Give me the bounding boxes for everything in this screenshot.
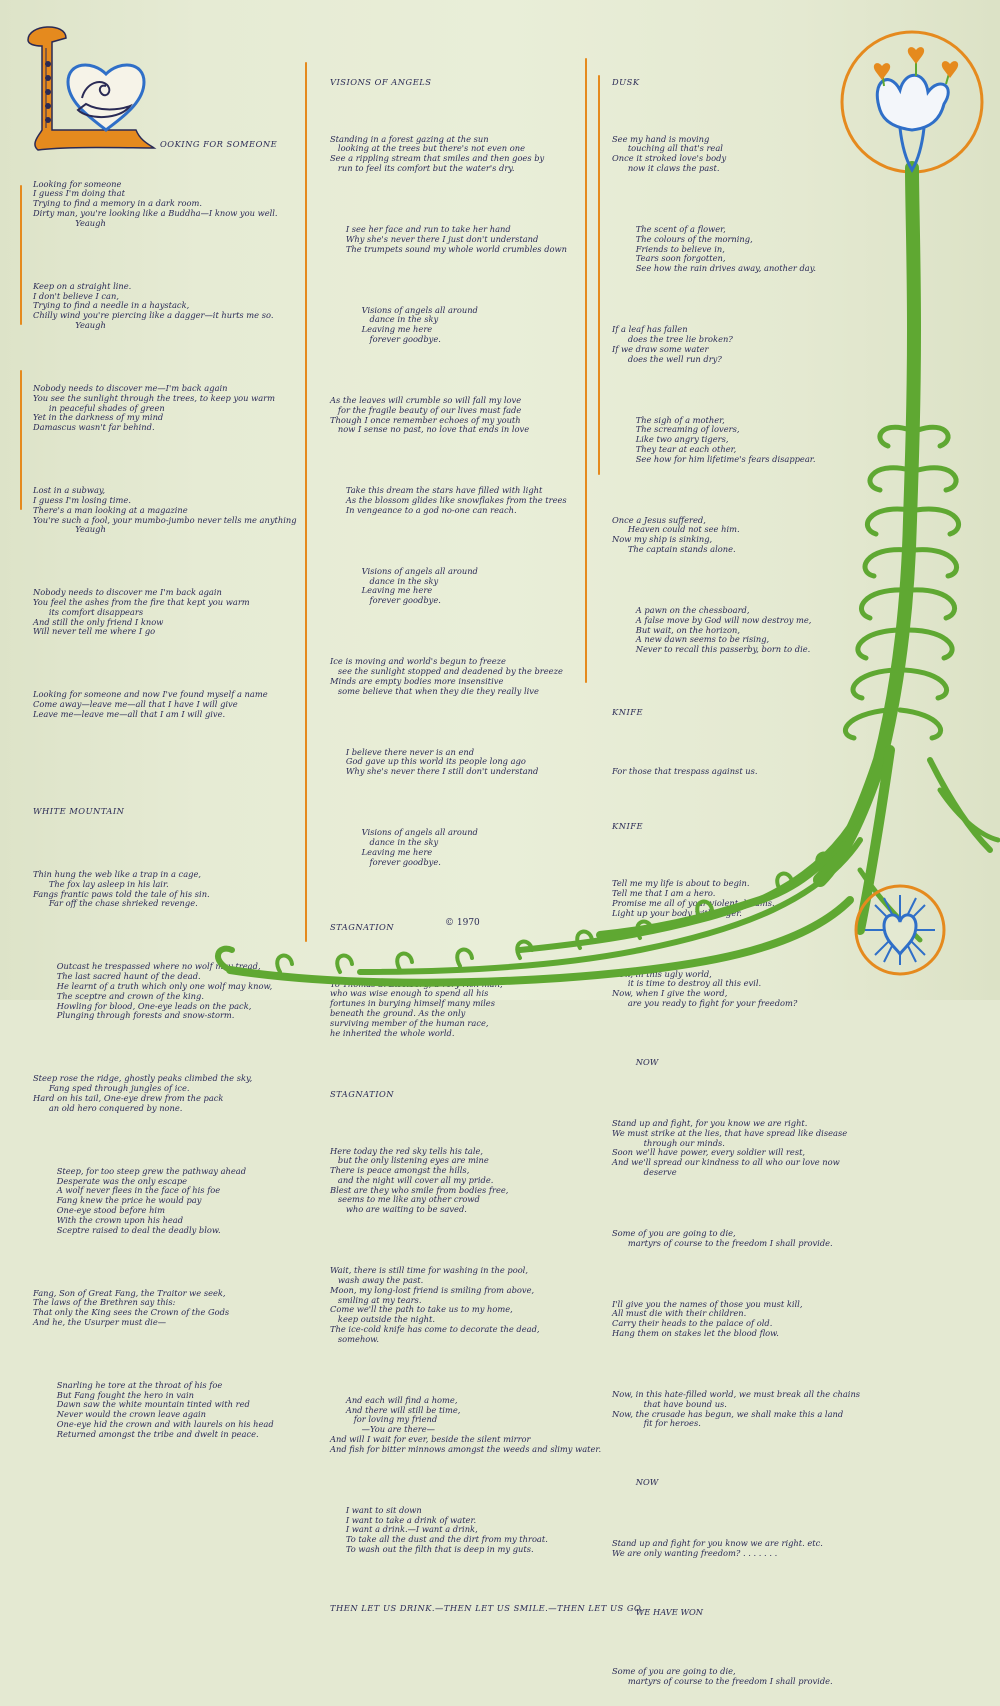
poem4-stanza: I want to sit down I want to take a drink of water. I want a drink.—I want a drink, To take all the dust and the dirt from my throat. To wash out the filth that is deep in my guts.: [345, 1504, 548, 1554]
poem6-stanza: Now, in this ugly world, it is time to destroy all this evil. Now, when I give the word, are you ready to fight for your freedom?: [612, 968, 798, 1008]
poem5-stanza: The sigh of a mother, The screaming of lovers, Like two angry tigers, They tear at each other, See how for him lifetime's fears disappear.: [635, 414, 816, 464]
poem4-title-2: STAGNATION: [330, 1088, 395, 1099]
poem3-stanza: I see her face and run to take her hand Why she's never there I just don't understand The trumpets sound my whole world crumbles down: [345, 223, 567, 254]
poem3-stanza: Visions of angels all around dance in the sky Leaving me here forever goodbye.: [361, 565, 478, 606]
poem5-stanza: Once a Jesus suffered, Heaven could not see him. Now my ship is sinking, The captain stands alone.: [612, 514, 740, 555]
poem3-stanza: As the leaves will crumble so will fall my love for the fragile beauty of our lives must fade Though I once remember echoes of my youth now I sense no past, no love that ends in love: [330, 394, 530, 435]
poem2-stanza: Outcast he trespassed where no wolf may tread, The last sacred haunt of the dead. He learnt of a truth which only one wolf may know, The sceptre and crown of the king. Howling for blood, One-eye leads on the pack, Plunging through forests and snow-storm.: [56, 961, 273, 1021]
poem2-stanza: Snarling he tore at the throat of his foe But Fang fought the hero in vain Dawn saw the white mountain tinted with red Never would the crown leave again One-eye hid the crown and with laurels on his head Returned amongst the tribe and dwelt in peace.: [56, 1379, 274, 1439]
poem3-stanza: Take this dream the stars have filled with light As the blossom glides like snowflakes from the trees In vengeance to a god no-one can reach.: [345, 485, 567, 515]
poem4-stanza: Here today the red sky tells his tale, but the only listening eyes are mine There is peace amongst the hills, and the night will cover all my pride. Blest are they who smile from bodies free, seems to me like any other crowd who are waiting to be saved.: [330, 1145, 509, 1215]
poem1-stanza: Nobody needs to discover me—I'm back again You see the sunlight through the trees, to keep you warm in peaceful shades of green Yet in the darkness of my mind Damascus wasn't far behind.: [33, 382, 276, 433]
poem2-stanza: Thin hung the web like a trap in a cage, The fox lay asleep in his lair. Fangs frantic paws told the tale of his sin. Far off the chase shrieked revenge.: [33, 869, 210, 909]
poem4-title: STAGNATION: [330, 921, 395, 932]
poem2-stanza: Steep rose the ridge, ghostly peaks climbed the sky, Fang sped through jungles of ice. Hard on his tail, One-eye drew from the pack an old hero conquered by none.: [33, 1073, 253, 1113]
poem5-stanza: If a leaf has fallen does the tree lie broken? If we draw some water does the well run dry?: [612, 324, 733, 364]
poem3-title: VISIONS OF ANGELS: [330, 76, 432, 87]
poem6-stanza: Some of you are going to die, martyrs of course to the freedom I shall provide.: [612, 1666, 833, 1686]
poem6-dedication: For those that trespass against us.: [612, 766, 758, 777]
poem6-stanza: WE HAVE WON: [612, 1607, 704, 1618]
poem3-stanza: Standing in a forest gazing at the sun looking at the trees but there's not even one See a rippling stream that smiles and then goes by run to feel its comfort but the water's dry.: [330, 133, 545, 173]
poem1-title: OOKING FOR SOMEONE: [160, 139, 278, 149]
poem2-stanza: Steep, for too steep grew the pathway ahead Desperate was the only escape A wolf never flees in the face of his foe Fang knew the price he would pay One-eye stood before him With the crown upon his head Sceptre raised to deal the deadly blow.: [56, 1165, 247, 1235]
poem4-stanza: Wait, there is still time for washing in the pool, wash away the past. Moon, my long-lost friend is smiling from above, smiling at my tears. Come we'll the path to take us to my home, keep outside the night. The ice-cold knife has come to decorate the dead, somehow.: [330, 1265, 540, 1344]
poem5-stanza: A pawn on the chessboard, A false move by God will now destroy me, But wait, on the horizon, A new dawn seems to be rising, Never to recall this passerby, born to die.: [635, 605, 812, 655]
poem1-stanza: Looking for someone and now I've found myself a name Come away—leave me—all that I have I will give Leave me—leave me—all that I am I will give.: [33, 689, 268, 720]
poem5-stanza: The scent of a flower, The colours of the morning, Friends to believe in, Tears soon forgotten, See how the rain drives away, another day.: [635, 223, 816, 274]
poem4-stanza: And each will find a home, And there will still be time, for loving my friend —You are there— And will I wait for ever, beside the silent mirror And fish for bitter minnows amongst the weeds and slimy water.: [330, 1394, 602, 1454]
poem6-stanza: Stand up and fight for you know we are right. etc. We are only wanting freedom? . . . . . . .: [612, 1538, 823, 1559]
poem4-closing: THEN LET US DRINK.—THEN LET US SMILE.—THEN LET US GO.: [330, 1602, 644, 1613]
poem6-stanza: Now, in this hate-filled world, we must break all the chains that have bound us. Now, the crusade has begun, we shall make this a land fit for heroes.: [612, 1389, 861, 1429]
poem5-stanza: See my hand is moving touching all that's real Once it stroked love's body now it claws the past.: [612, 133, 727, 173]
poem1-stanza: Looking for someone I guess I'm doing that Trying to find a memory in a dark room. Dirty man, you're looking like a Buddha—I know you well. Yeaugh: [33, 178, 278, 228]
copyright: © 1970: [445, 918, 480, 928]
poem6-title-2: KNIFE: [612, 821, 644, 832]
poem6-stanza: I'll give you the names of those you must kill, All must die with their children. Carry their heads to the palace of old. Hang them on stakes let the blood flow.: [612, 1298, 803, 1339]
poem3-stanza: Ice is moving and world's begun to freeze see the sunlight stopped and deadened by the breeze Minds are empty bodies more insensitive some believe that when they die they really live: [330, 656, 563, 696]
poem6-title: KNIFE: [612, 707, 644, 718]
poem2-stanza: Fang, Son of Great Fang, the Traitor we seek, The laws of the Brethren say this: That only the King sees the Crown of the Gods And he, the Usurper must die—: [33, 1287, 230, 1327]
poem3-stanza: Visions of angels all around dance in the sky Leaving me here forever goodbye.: [361, 827, 478, 867]
poem6-stanza: Stand up and fight, for you know we are right. We must strike at the lies, that have spread like disease through our minds. Soon we'll have power, every soldier will rest, And we'll spread our kindness to all who our love now deserve: [612, 1117, 848, 1177]
poem4-intro: To Thomas S. Eiselberg, a very rich man, who was wise enough to spend all his fortunes in burying himself many miles beneath the ground. As the only surviving member of the human race, he inherited the whole world.: [330, 978, 503, 1038]
poem2-title: WHITE MOUNTAIN: [33, 806, 125, 817]
poem5-title: DUSK: [612, 76, 640, 87]
poem1-stanza: Keep on a straight line. I don't believe I can, Trying to find a needle in a haystack, Chilly wind you're piercing like a dagger—it hurts me so. Yeaugh: [33, 280, 274, 330]
poem1-stanza: Lost in a subway, I guess I'm losing time. There's a man looking at a magazine You're such a fool, your mumbo-jumbo never tells me anything Yeaugh: [33, 485, 297, 535]
poem3-stanza: Visions of angels all around dance in the sky Leaving me here forever goodbye.: [361, 304, 478, 344]
poem6-stanza: NOW: [612, 1056, 659, 1067]
poem6-stanza: Tell me my life is about to begin. Tell me that I am a hero. Promise me all of your violent dreams. Light up your body with anger.: [612, 878, 775, 918]
poem6-stanza: Some of you are going to die, martyrs of course to the freedom I shall provide.: [612, 1227, 833, 1248]
poem1-stanza: Nobody needs to discover me I'm back again You feel the ashes from the fire that kept you warm its comfort disappears And still the only friend I know Will never tell me where I go: [33, 587, 250, 637]
poem3-stanza: I believe there never is an end God gave up this world its people long ago Why she's never there I still don't understand: [345, 746, 539, 777]
poem6-stanza: NOW: [612, 1477, 659, 1488]
